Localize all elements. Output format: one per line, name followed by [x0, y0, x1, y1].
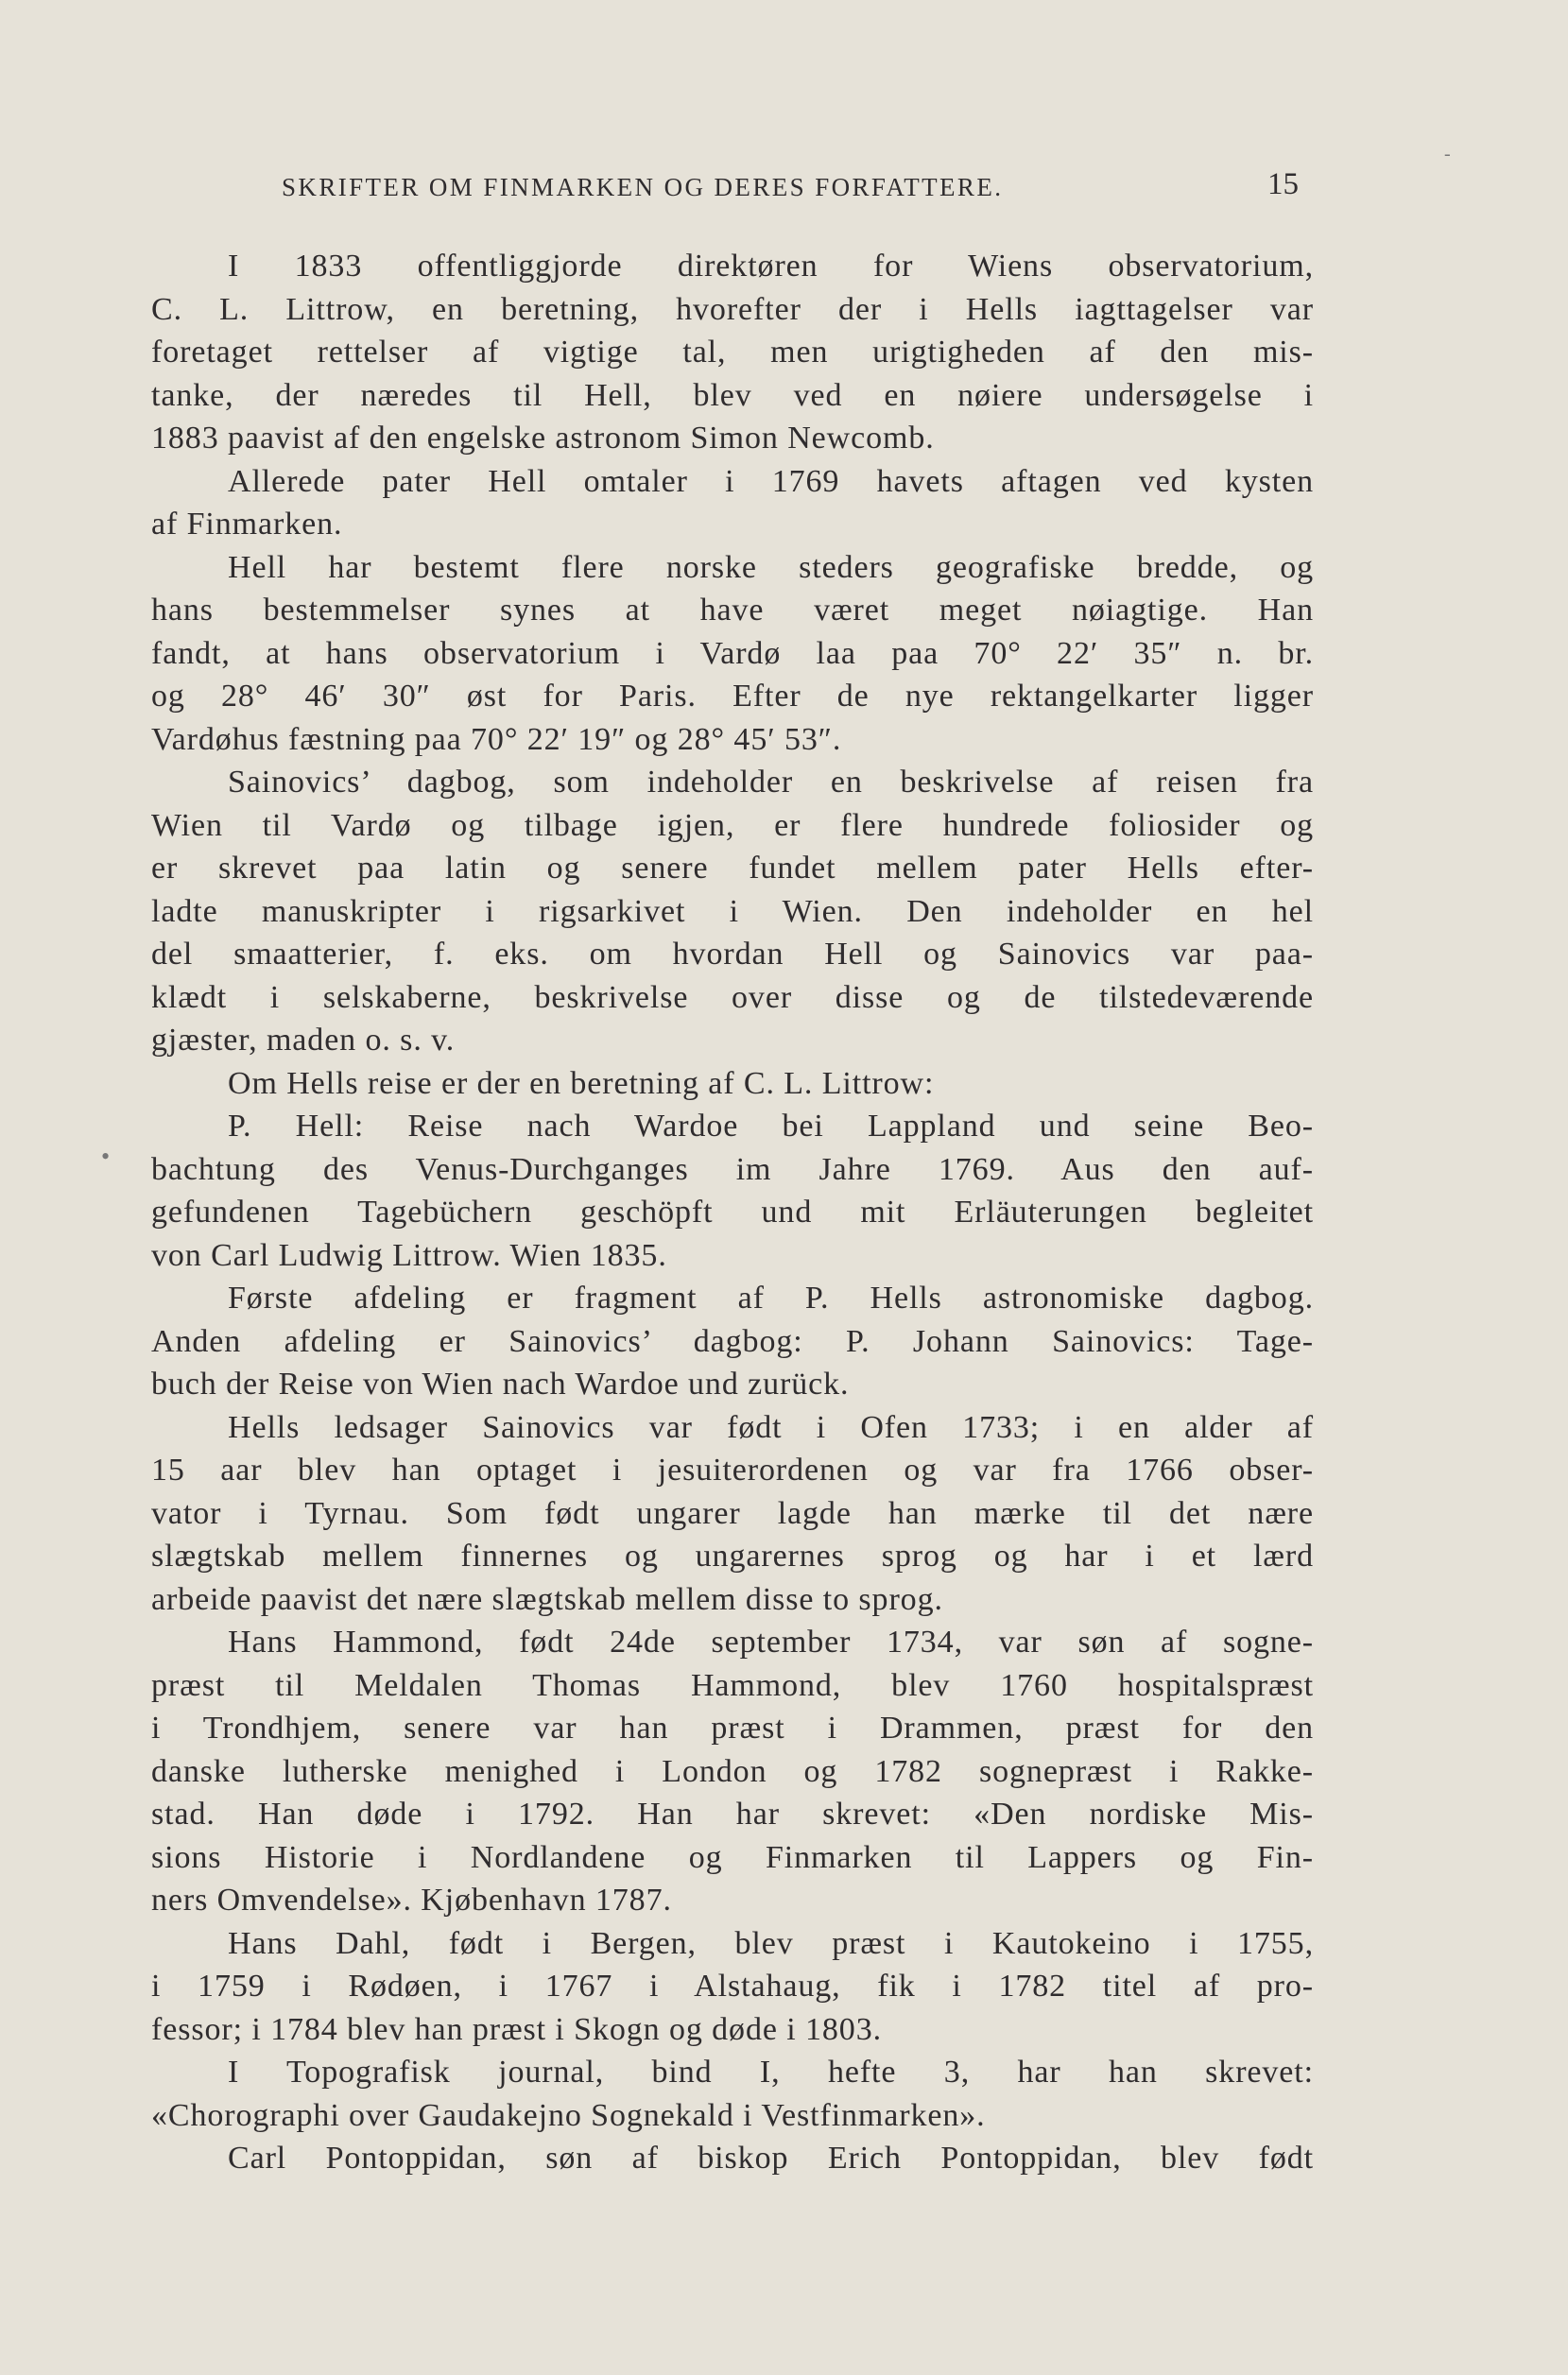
text-line: Anden afdeling er Sainovics’ dagbog: P. Johann Sainovics: Tage- [151, 1323, 1314, 1359]
text-line: del smaatterier, f. eks. om hvordan Hell og Sainovics var paa- [151, 937, 1314, 972]
text-line: «Chorographi over Gaudakejno Sognekald i Vestfinmarken». [151, 2097, 986, 2133]
text-line: præst til Meldalen Thomas Hammond, blev 1760 hospitalspræst [151, 1667, 1314, 1703]
text-line: Sainovics’ dagbog, som indeholder en beskrivelse af reisen fra [228, 765, 1314, 800]
text-line: I 1833 offentliggjorde direktøren for Wiens observatorium, [228, 249, 1314, 284]
body-text [151, 245, 1314, 2180]
text-line: ners Omvendelse». Kjøbenhavn 1787. [151, 1883, 672, 1918]
text-line: Wien til Vardø og tilbage igjen, er flere hundrede foliosider og [151, 807, 1314, 843]
text-line: bachtung des Venus-Durchganges im Jahre 1769. Aus den auf- [151, 1151, 1314, 1187]
text-line: ladte manuskripter i rigsarkivet i Wien. Den indeholder en hel [151, 893, 1314, 929]
text-line: vator i Tyrnau. Som født ungarer lagde han mærke til det nære [151, 1495, 1314, 1531]
text-line: og 28° 46′ 30″ øst for Paris. Efter de nye rektangelkarter ligger [151, 679, 1314, 714]
text-line: sions Historie i Nordlandene og Finmarken til Lappers og Fin- [151, 1839, 1314, 1875]
text-line: foretaget rettelser af vigtige tal, men urigtigheden af den mis- [151, 335, 1314, 370]
text-line: hans bestemmelser synes at have været meget nøiagtige. Han [151, 593, 1314, 628]
text-line: 15 aar blev han optaget i jesuiterordenen og var fra 1766 obser- [151, 1453, 1314, 1488]
text-line: buch der Reise von Wien nach Wardoe und zurück. [151, 1367, 850, 1402]
text-line: klædt i selskaberne, beskrivelse over disse og de tilstedeværende [151, 979, 1314, 1015]
text-line: Carl Pontoppidan, søn af biskop Erich Pontoppidan, blev født [228, 2141, 1314, 2176]
text-line: Første afdeling er fragment af P. Hells astronomiske dagbog. [228, 1281, 1314, 1316]
text-line: P. Hell: Reise nach Wardoe bei Lappland und seine Beo- [228, 1109, 1314, 1144]
text-line: stad. Han døde i 1792. Han har skrevet: «Den nordiske Mis- [151, 1797, 1314, 1832]
text-line: Hans Dahl, født i Bergen, blev præst i Kautokeino i 1755, [228, 1925, 1314, 1961]
text-line: C. L. Littrow, en beretning, hvorefter der i Hells iagttagelser var [151, 291, 1314, 327]
text-line: fandt, at hans observatorium i Vardø laa paa 70° 22′ 35″ n. br. [151, 635, 1314, 671]
left-margin-mark: • [101, 1143, 111, 1170]
text-line: Hans Hammond, født 24de september 1734, var søn af sogne- [228, 1625, 1314, 1660]
text-line: gjæster, maden o. s. v. [151, 1023, 456, 1058]
page-header [282, 167, 1299, 215]
text-line: gefundenen Tagebüchern geschöpft und mit Erläuterungen begleitet [151, 1195, 1314, 1230]
text-line: tanke, der næredes til Hell, blev ved en nøiere undersøgelse i [151, 377, 1314, 413]
text-line: Om Hells reise er der en beretning af C. L. Littrow: [228, 1065, 935, 1101]
text-line: Vardøhus fæstning paa 70° 22′ 19″ og 28° 45′ 53″. [151, 721, 842, 757]
text-line: af Finmarken. [151, 507, 343, 542]
text-line: slægtskab mellem finnernes og ungarernes sprog og har i et lærd [151, 1539, 1314, 1574]
page-number: 15 [1267, 167, 1299, 201]
text-line: fessor; i 1784 blev han præst i Skogn og døde i 1803. [151, 2011, 882, 2047]
text-line: Hells ledsager Sainovics var født i Ofen 1733; i en alder af [228, 1409, 1314, 1445]
top-margin-mark: ‑ [1444, 144, 1451, 164]
text-line: i Trondhjem, senere var han præst i Drammen, præst for den [151, 1711, 1314, 1746]
text-line: von Carl Ludwig Littrow. Wien 1835. [151, 1237, 667, 1273]
text-line: danske lutherske menighed i London og 1782 sognepræst i Rakke- [151, 1753, 1314, 1789]
text-line: Hell har bestemt flere norske steders geografiske bredde, og [228, 549, 1314, 585]
text-line: Allerede pater Hell omtaler i 1769 havets aftagen ved kysten [228, 463, 1314, 499]
running-title: SKRIFTER OM FINMARKEN OG DERES FORFATTERE. [282, 173, 1004, 201]
text-line: i 1759 i Rødøen, i 1767 i Alstahaug, fik i 1782 titel af pro- [151, 1969, 1314, 2004]
text-line: 1883 paavist af den engelske astronom Simon Newcomb. [151, 421, 935, 456]
text-line: er skrevet paa latin og senere fundet mellem pater Hells efter- [151, 851, 1314, 886]
text-line: arbeide paavist det nære slægtskab mellem disse to sprog. [151, 1581, 943, 1617]
text-line: I Topografisk journal, bind I, hefte 3, har han skrevet: [228, 2055, 1314, 2090]
